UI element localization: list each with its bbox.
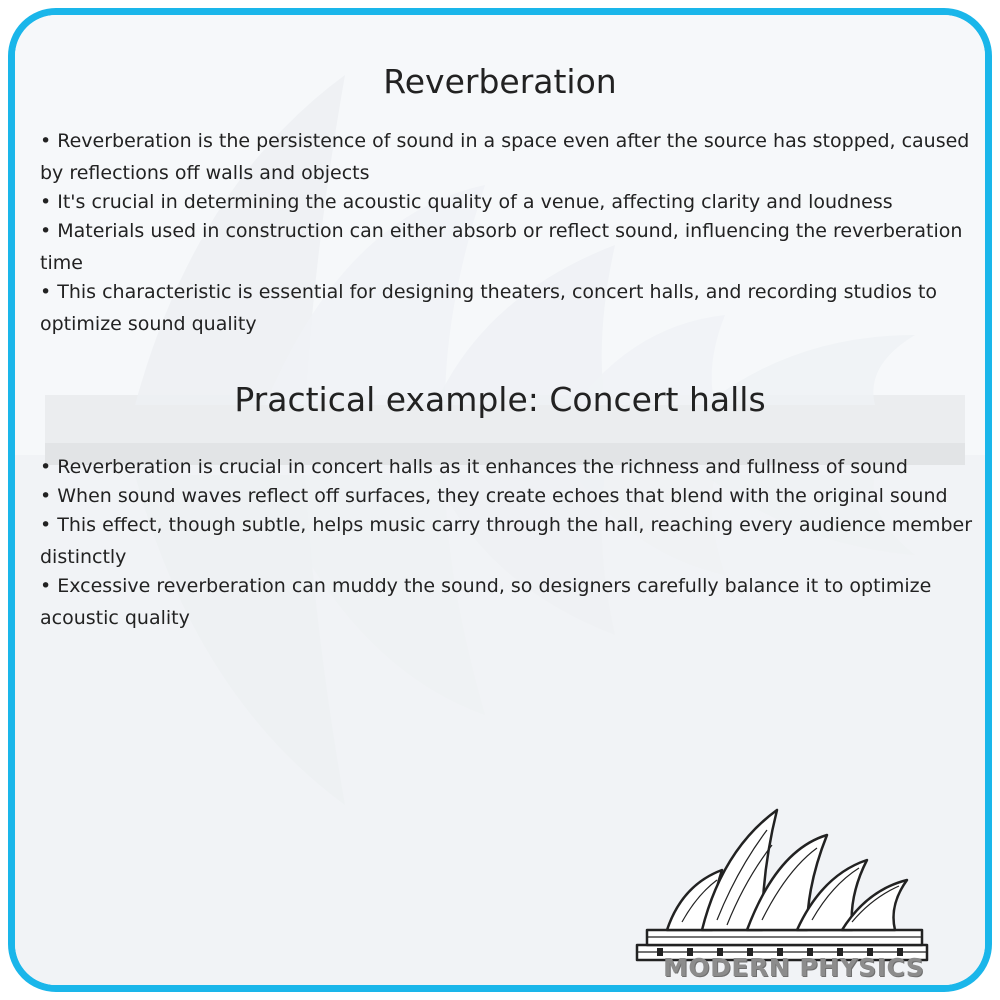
- list-item: • This effect, though subtle, helps music carry through the hall, reaching every audience member distinctly: [40, 514, 973, 568]
- list-item: • It's crucial in determining the acoustic quality of a venue, affecting clarity and loudness: [40, 191, 893, 213]
- list-item: • When sound waves reflect off surfaces, they create echoes that blend with the original sound: [40, 485, 948, 507]
- example-bullet-list: [40, 451, 975, 631]
- list-item: • This characteristic is essential for designing theaters, concert halls, and recording studios to optimize sound quality: [40, 281, 938, 335]
- card-frame: [8, 8, 992, 992]
- section-title-reverberation: Reverberation: [383, 62, 617, 101]
- reverberation-bullet-list: [40, 125, 975, 337]
- section-title-practical-example: Practical example: Concert halls: [234, 380, 766, 419]
- list-item: • Reverberation is crucial in concert halls as it enhances the richness and fullness of sound: [40, 456, 908, 478]
- list-item: • Reverberation is the persistence of sound in a space even after the source has stopped, caused by reflections off walls and objects: [40, 130, 970, 184]
- list-item: • Excessive reverberation can muddy the sound, so designers carefully balance it to optimize acoustic quality: [40, 575, 932, 629]
- brand-logo-text: MODERN PHYSICS: [663, 953, 925, 982]
- list-item: • Materials used in construction can either absorb or reflect sound, influencing the reverberation time: [40, 220, 963, 274]
